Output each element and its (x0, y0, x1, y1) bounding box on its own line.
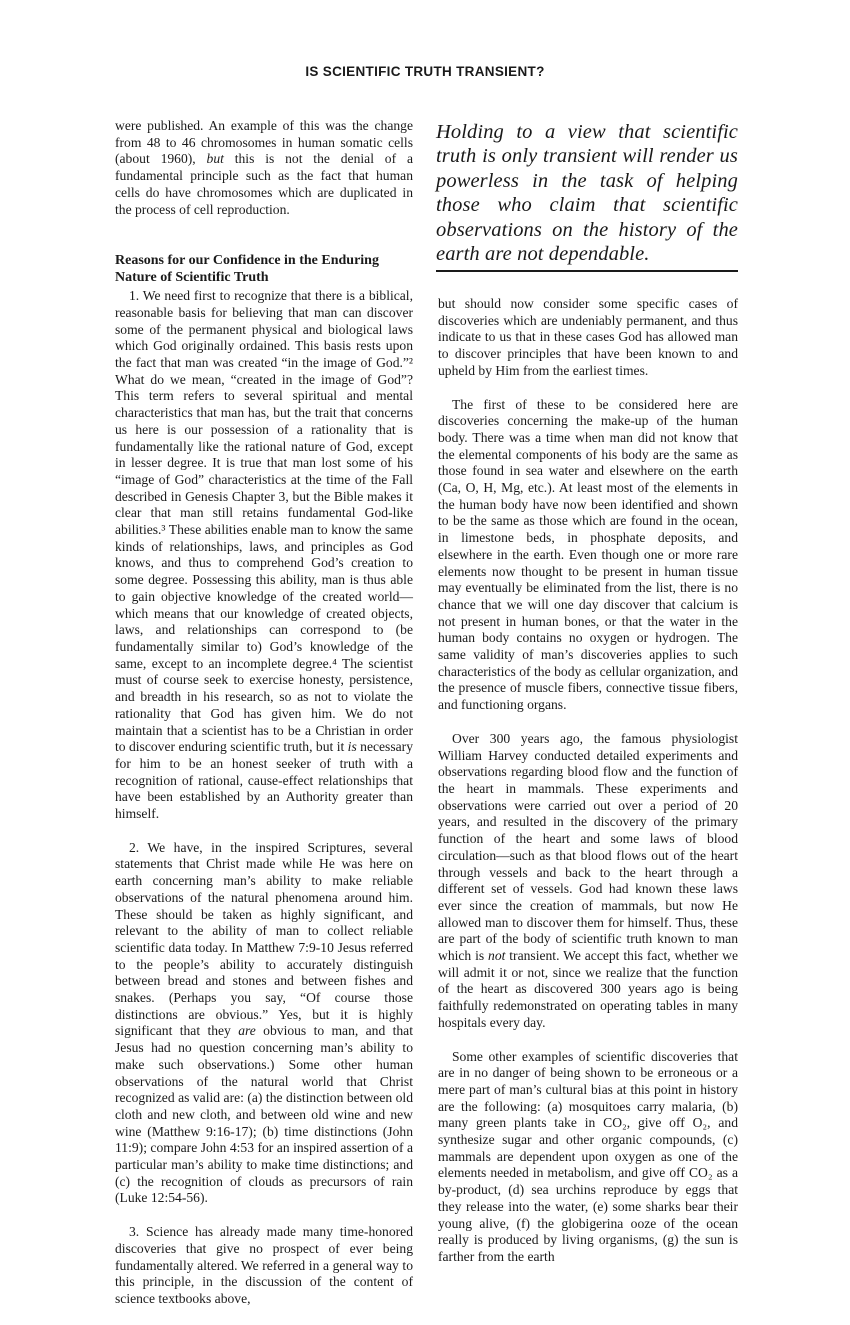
emphasis-is: is (347, 739, 357, 755)
right-column (438, 296, 738, 1283)
paragraph-point-3: 3. Science has already made many time-honored discoveries that give no prospect of ever being fundamentally altered. We referred in a general way to this principle, in the discussion of the content of science textbooks above, (115, 1224, 413, 1306)
paragraph-human-body: The first of these to be considered here are discoveries concerning the make-up of the human body. There was a time when man did not know that the elemental components of his body are the same as those found in sea water and elsewhere on the earth (Ca, O, H, Mg, etc.). At least most of the elements in the human body have now been identified and shown to be the same as those which are found in the ocean, in limestone beds, in phosphate deposits, and elsewhere in the earth. Even though one or more rare elements now thought to be present in human tissue may eventually be eliminated from the list, there is no chance that we will one day discover that calcium is not present in human bones, or that the water in the human body contains no oxygen or hydrogen. The same validity of man’s discoveries applies to such characteristics of the body as cellular organization, and the presence of muscle fibers, connective tissue fibers, and functioning organs. (438, 396, 738, 713)
paragraph-harvey: Over 300 years ago, the famous physiologist William Harvey conducted detailed experiments and observations regarding blood flow and the function of the heart in mammals. These experiments and observations were carried out over a period of 20 years, and resulted in the discovery of the primary function of the heart and some laws of blood circulation—such as that blood flows out of the heart through vessels and back to the heart through a different set of vessels. God had known these laws ever since the creation of mammals, but now He allowed man to discover them for himself. Thus, these are part of the body of scientific truth known to man which is not transient. We accept this fact, whether we will admit it or not, since we realize that the function of the heart as discovered 300 years ago is being faithfully redemonstrated on operating tables in many hospitals every day. (438, 730, 738, 1030)
left-column (115, 118, 413, 1325)
intro-paragraph: were published. An example of this was the change from 48 to 46 chromosomes in human somatic cells (about 1960), but this is not the denial of a fundamental principle such as the fact that human cells do have chromosomes which are duplicated in the process of cell reproduction. (115, 118, 413, 217)
running-title: IS SCIENTIFIC TRUTH TRANSIENT? (305, 64, 545, 79)
emphasis-are: are (238, 1023, 256, 1039)
pull-quote-rule (436, 270, 738, 272)
paragraph-other-examples: Some other examples of scientific discoveries that are in no danger of being shown to be erroneous or a mere part of man’s cultural bias at this point in history are the following: (a) mosquitoes carry malaria, (b) many green plants take in CO₂, give off O₂, and synthesize sugar and other organic compounds, (c) mammals are dependent upon oxygen as one of the elements needed in metabolism, and give off CO₂ as a by-product, (d) sea urchins reproduce by eggs that they release into the water, (e) some sharks bear their young alive, (f) the globigerina ooze of the ocean really is produced by living organisms, (g) the sun is farther from the earth (438, 1048, 738, 1264)
paragraph-point-2: 2. We have, in the inspired Scriptures, several statements that Christ made while He was here on earth concerning man’s ability to make reliable observations of the natural phenomena around him. These should be taken as highly significant, and relevant to the ability of man to collect reliable scientific data today. In Matthew 7:9-10 Jesus referred to the people’s ability to accurately distinguish between bread and stones and between fishes and snakes. (Perhaps you say, “Of course those distinctions are obvious.” Yes, but it is highly significant that they are obvious to man, and that Jesus had no question concerning man’s ability to make such observations.) Some other human observations of the natural world that Christ recognized as valid are: (a) the distinction between old cloth and new cloth, and between old wine and new wine (Matthew 9:16-17); (b) time distinctions (John 11:9); compare John 4:53 for an inspired assertion of a particular man’s ability to make time distinctions; and (c) the recognition of clouds as precursors of rain (Luke 12:54-56). (115, 839, 413, 1206)
paragraph-point-1: 1. We need first to recognize that there is a biblical, reasonable basis for believing that man can discover some of the permanent physical and biological laws which God originally ordained. This basis rests upon the fact that man was created “in the image of God.”² What do we mean, “created in the image of God”? This term refers to several spiritual and mental characteristics that man has, but the trait that concerns us here is our possession of a rationality that is fundamentally like the rational nature of God, except in lesser degree. It is true that man lost some of his “image of God” characteristics at the time of the Fall described in Genesis Chapter 3, but the Bible makes it clear that man still retains fundamental God-like abilities.³ These abilities enable man to know the same kinds of relationships, laws, and principles as God knows, and thus to comprehend God’s creation to some degree. Possessing this ability, man is thus able to gain objective knowledge of the created world—which means that our knowledge of created objects, laws, and relationships can correspond to (be fundamentally similar to) God’s knowledge of the same, except to an incomplete degree.⁴ The scientist must of course seek to exercise honesty, persistence, and breadth in his research, so as not to violate the rationality that God has given him. We do not maintain that a scientist has to be a Christian in order to discover enduring scientific truth, but it is necessary for him to be an honest seeker of truth with a recognition of rational, cause-effect relationships that have been established by an Authority greater than himself. (115, 288, 413, 822)
emphasis-but: but (206, 151, 224, 167)
pull-quote: Holding to a view that scientific truth is only transient will render us powerless in the task of helping those who claim that scientific observations on the history of the earth are not dependable. (436, 121, 738, 266)
emphasis-not: not (488, 948, 506, 964)
paragraph-continuation: but should now consider some specific cases of discoveries which are undeniably permanent, and thus indicate to us that in these cases God has allowed man to discover principles that have been known to and upheld by Him from the earliest times. (438, 296, 738, 378)
section-heading: Reasons for our Confidence in the Enduring Nature of Scientific Truth (115, 253, 379, 286)
